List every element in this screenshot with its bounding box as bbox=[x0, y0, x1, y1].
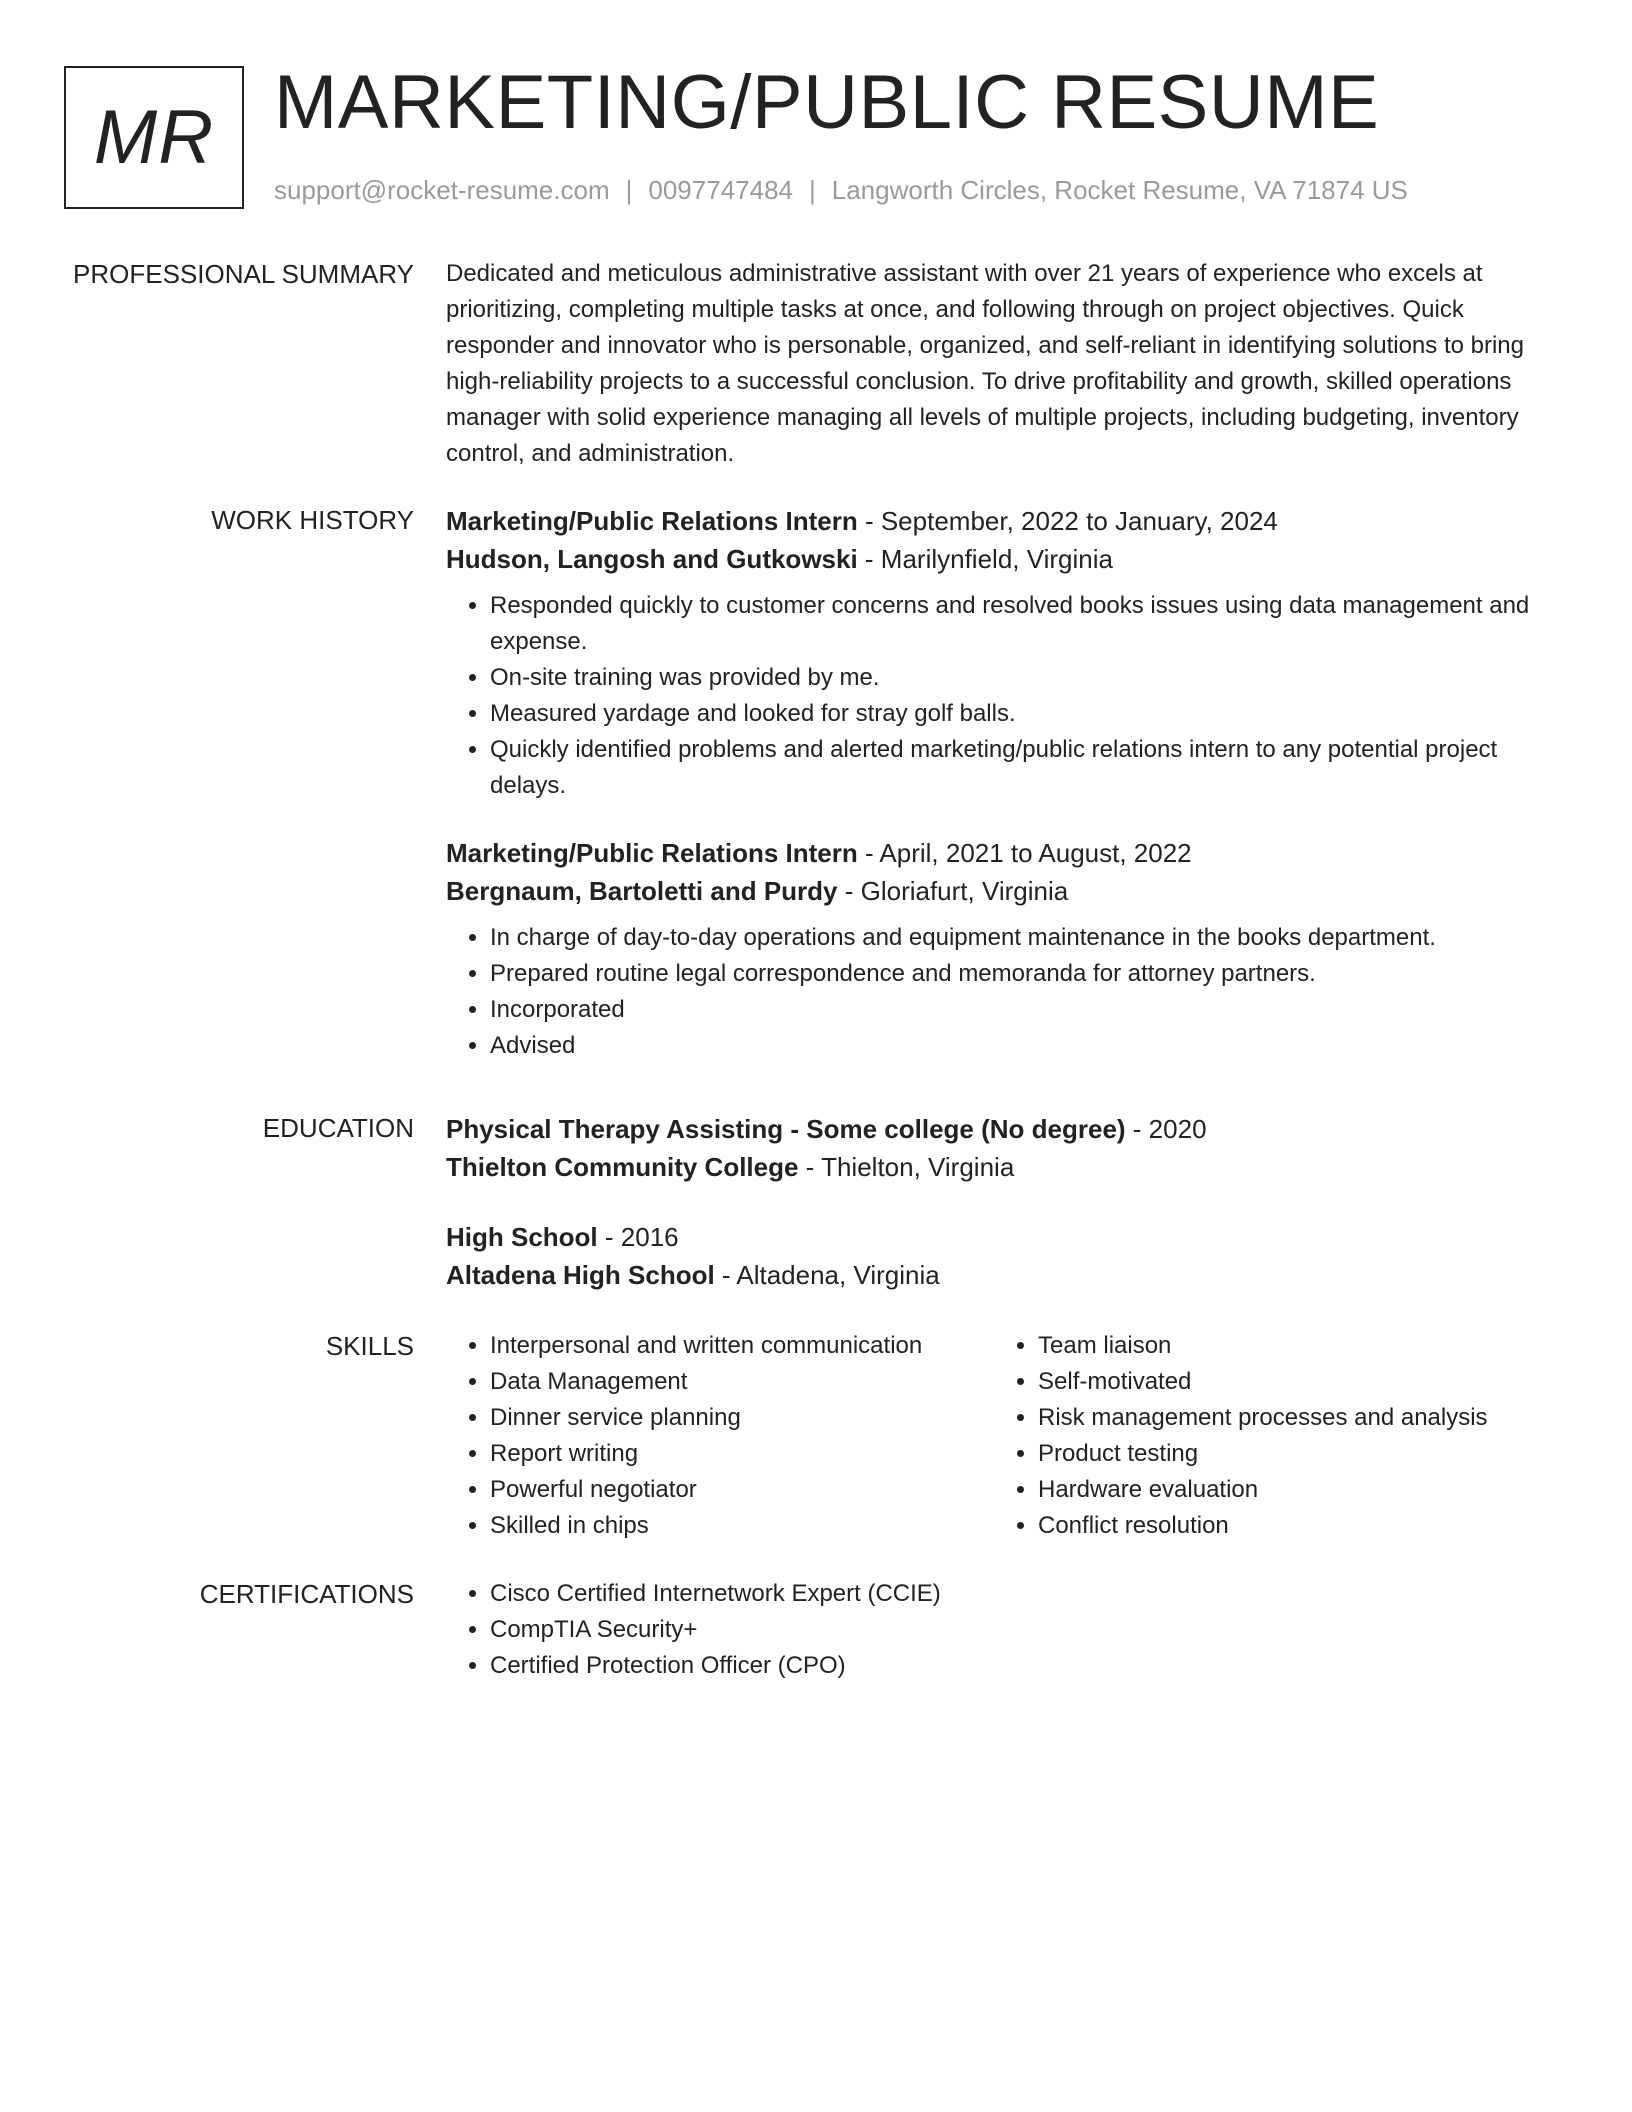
education-degree: High School bbox=[446, 1222, 598, 1252]
section-label-summary: PROFESSIONAL SUMMARY bbox=[73, 259, 414, 289]
list-item: • Product testing bbox=[1038, 1436, 1542, 1472]
contact-address: Langworth Circles, Rocket Resume, VA 71874 US bbox=[831, 175, 1408, 205]
education-school-line bbox=[446, 1148, 1562, 1186]
job-title: Marketing/Public Relations Intern bbox=[446, 506, 858, 536]
education-location: - Thielton, Virginia bbox=[798, 1152, 1015, 1182]
section-label-education: EDUCATION bbox=[262, 1113, 414, 1143]
list-item: • Team liaison bbox=[1038, 1328, 1542, 1364]
job-entry bbox=[446, 502, 1562, 804]
job-title: Marketing/Public Relations Intern bbox=[446, 838, 858, 868]
list-item: • Dinner service planning bbox=[490, 1400, 994, 1436]
list-item: • Advised bbox=[490, 1028, 1562, 1064]
skills-list bbox=[994, 1328, 1542, 1544]
list-item: • Data Management bbox=[490, 1364, 994, 1400]
job-company-line bbox=[446, 540, 1562, 578]
education-location: - Altadena, Virginia bbox=[714, 1260, 940, 1290]
education-degree: Physical Therapy Assisting - Some college (No degree) bbox=[446, 1114, 1126, 1144]
job-bullets bbox=[446, 588, 1562, 804]
job-title-line bbox=[446, 502, 1562, 540]
section-label-work-history: WORK HISTORY bbox=[211, 505, 414, 535]
education-body bbox=[446, 1110, 1562, 1294]
education-degree-line bbox=[446, 1110, 1562, 1148]
education-year: - 2016 bbox=[597, 1222, 679, 1252]
section-label-skills: SKILLS bbox=[325, 1331, 414, 1361]
job-entry bbox=[446, 834, 1562, 1064]
list-item: • Prepared routine legal correspondence and memoranda for attorney partners. bbox=[490, 956, 1562, 992]
job-dates: - September, 2022 to January, 2024 bbox=[857, 506, 1278, 536]
job-title-line bbox=[446, 834, 1562, 872]
skills-column bbox=[994, 1328, 1542, 1544]
list-item: • Powerful negotiator bbox=[490, 1472, 994, 1508]
job-company: Hudson, Langosh and Gutkowski bbox=[446, 544, 858, 574]
job-dates: - April, 2021 to August, 2022 bbox=[857, 838, 1192, 868]
list-item: • Conflict resolution bbox=[1038, 1508, 1542, 1544]
list-item: • Risk management processes and analysis bbox=[1038, 1400, 1542, 1436]
skills-column bbox=[446, 1328, 994, 1544]
contact-separator: | bbox=[625, 175, 633, 205]
list-item: • Interpersonal and written communication bbox=[490, 1328, 994, 1364]
education-entry bbox=[446, 1218, 1562, 1294]
summary-text: Dedicated and meticulous administrative assistant with over 21 years of experience who excels at prioritizing, completing multiple tasks at once, and following through on project objectives. Quick responder and innovator who is personable, organized, and self-reliant in identifying solutions to bring high-reliability projects to a successful conclusion. To drive profitability and growth, skilled operations manager with solid experience managing all levels of multiple projects, including budgeting, inventory control, and administration. bbox=[446, 260, 1524, 467]
list-item: • Hardware evaluation bbox=[1038, 1472, 1542, 1508]
list-item: • Skilled in chips bbox=[490, 1508, 994, 1544]
job-location: - Gloriafurt, Virginia bbox=[837, 876, 1069, 906]
certifications-body bbox=[446, 1576, 1562, 1684]
education-school: Altadena High School bbox=[446, 1260, 715, 1290]
education-school-line bbox=[446, 1256, 1562, 1294]
list-item: • Quickly identified problems and alerted marketing/public relations intern to any potential project delays. bbox=[490, 732, 1562, 804]
section-label-certifications: CERTIFICATIONS bbox=[199, 1579, 414, 1609]
list-item: • Certified Protection Officer (CPO) bbox=[490, 1648, 1562, 1684]
monogram-logo: MR bbox=[64, 66, 244, 209]
summary-body bbox=[446, 256, 1562, 472]
list-item: • In charge of day-to-day operations and equipment maintenance in the books department. bbox=[490, 920, 1562, 956]
list-item: • Cisco Certified Internetwork Expert (CCIE) bbox=[490, 1576, 1562, 1612]
job-company: Bergnaum, Bartoletti and Purdy bbox=[446, 876, 838, 906]
skills-columns bbox=[446, 1328, 1562, 1544]
education-entry bbox=[446, 1110, 1562, 1186]
list-item: • On-site training was provided by me. bbox=[490, 660, 1562, 696]
job-location: - Marilynfield, Virginia bbox=[857, 544, 1113, 574]
list-item: • Measured yardage and looked for stray golf balls. bbox=[490, 696, 1562, 732]
list-item: • Incorporated bbox=[490, 992, 1562, 1028]
list-item: • Self-motivated bbox=[1038, 1364, 1542, 1400]
job-bullets bbox=[446, 920, 1562, 1064]
skills-body bbox=[446, 1328, 1562, 1544]
contact-email: support@rocket-resume.com bbox=[274, 175, 610, 205]
resume-name: MARKETING/PUBLIC RESUME bbox=[274, 60, 1380, 145]
skills-list bbox=[446, 1328, 994, 1544]
list-item: • Report writing bbox=[490, 1436, 994, 1472]
certifications-list bbox=[446, 1576, 1562, 1684]
list-item: • CompTIA Security+ bbox=[490, 1612, 1562, 1648]
contact-line bbox=[274, 174, 1408, 206]
contact-separator: | bbox=[809, 175, 816, 205]
education-school: Thielton Community College bbox=[446, 1152, 799, 1182]
contact-phone: 0097747484 bbox=[648, 175, 793, 205]
job-company-line bbox=[446, 872, 1562, 910]
work-history-body bbox=[446, 502, 1562, 1064]
list-item: • Responded quickly to customer concerns and resolved books issues using data management and expense. bbox=[490, 588, 1562, 660]
education-degree-line bbox=[446, 1218, 1562, 1256]
education-year: - 2020 bbox=[1125, 1114, 1207, 1144]
